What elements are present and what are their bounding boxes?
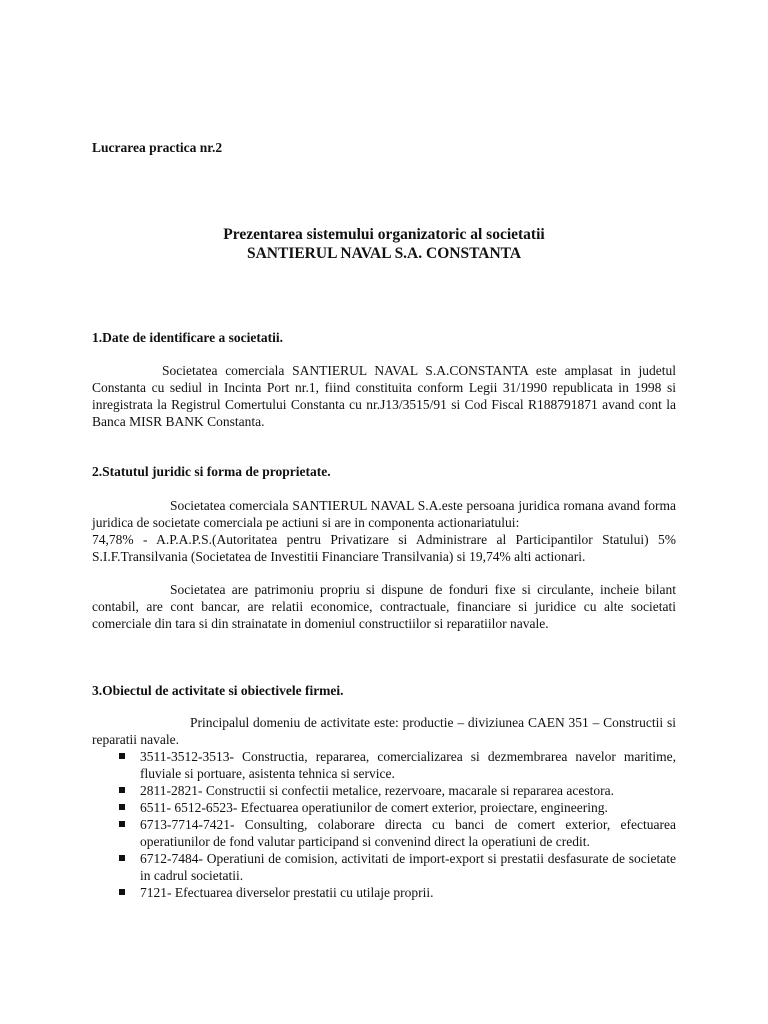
title-line-2: SANTIERUL NAVAL S.A. CONSTANTA bbox=[246, 245, 522, 262]
list-item-text: 6511- 6512-6523- Efectuarea operatiunilor de comert exterior, proiectare, engineering. bbox=[140, 800, 608, 815]
section-1-heading: 1.Date de identificare a societatii. bbox=[92, 330, 283, 345]
square-bullet-icon bbox=[119, 855, 125, 861]
page-title bbox=[92, 225, 676, 263]
activity-list bbox=[92, 748, 676, 901]
square-bullet-icon bbox=[119, 889, 125, 895]
section-2-paragraph-1-line-1: Societatea comerciala SANTIERUL NAVAL S.A.este persoana juridica romana avand forma juridica de societate comerciala pe actiuni si are in componenta actionariatului: bbox=[92, 498, 676, 530]
square-bullet-icon bbox=[119, 753, 125, 759]
list-item-text: 7121- Efectuarea diverselor prestatii cu utilaje proprii. bbox=[140, 885, 434, 900]
list-item bbox=[92, 884, 676, 901]
list-item-text: 6712-7484- Operatiuni de comision, activitati de import-export si prestatii desfasurate de societate in cadrul societatii. bbox=[140, 851, 676, 883]
square-bullet-icon bbox=[119, 787, 125, 793]
list-item bbox=[92, 850, 676, 884]
list-item bbox=[92, 782, 676, 799]
list-item bbox=[92, 816, 676, 850]
section-3-intro: Principalul domeniu de activitate este: productie – diviziunea CAEN 351 – Constructii si reparatii navale. bbox=[92, 715, 676, 747]
section-1-paragraph: Societatea comerciala SANTIERUL NAVAL S.A.CONSTANTA este amplasat in judetul Constanta cu sediul in Incinta Port nr.1, fiind constituita conform Legii 31/1990 republicata in 1998 si inregistrata la Registrul Comertului Constanta cu nr.J13/3515/91 si Cod Fiscal R188791871 avand cont la Banca MISR BANK Constanta. bbox=[92, 363, 676, 429]
lab-title: Lucrarea practica nr.2 bbox=[92, 140, 223, 155]
section-2-paragraph-1 bbox=[92, 497, 676, 565]
square-bullet-icon bbox=[119, 804, 125, 810]
list-item-text: 3511-3512-3513- Constructia, repararea, comercializarea si dezmembrarea navelor maritime, fluviale si portuare, asistenta tehnica si service. bbox=[140, 749, 676, 781]
list-item bbox=[92, 748, 676, 782]
section-3-heading: 3.Obiectul de activitate si obiectivele firmei. bbox=[92, 683, 344, 698]
list-item bbox=[92, 799, 676, 816]
square-bullet-icon bbox=[119, 821, 125, 827]
list-item-text: 6713-7714-7421- Consulting, colaborare directa cu banci de comert exterior, efectuarea operatiunilor de fond valutar participand si convenind direct la operatiuni de credit. bbox=[140, 817, 676, 849]
list-item-text: 2811-2821- Constructii si confectii metalice, rezervoare, macarale si repararea acestora. bbox=[140, 783, 615, 798]
title-line-1: Prezentarea sistemului organizatoric al societatii bbox=[223, 226, 545, 243]
section-2-heading: 2.Statutul juridic si forma de proprietate. bbox=[92, 464, 331, 479]
section-2-paragraph-2: Societatea are patrimoniu propriu si dispune de fonduri fixe si circulante, incheie bilant contabil, are cont bancar, are relatii economice, contractuale, financiare si juridice cu alte societati comerciale din tara si din strainatate in domeniul constructiilor si reparatiilor navale. bbox=[92, 582, 676, 631]
section-2-paragraph-1-line-2: 74,78% - A.P.A.P.S.(Autoritatea pentru Privatizare si Administrare al Participantilor Statului) 5% S.I.F.Transilvania (Societatea de Investitii Financiare Transilvania) si 19,74% alti actionari. bbox=[92, 532, 676, 564]
